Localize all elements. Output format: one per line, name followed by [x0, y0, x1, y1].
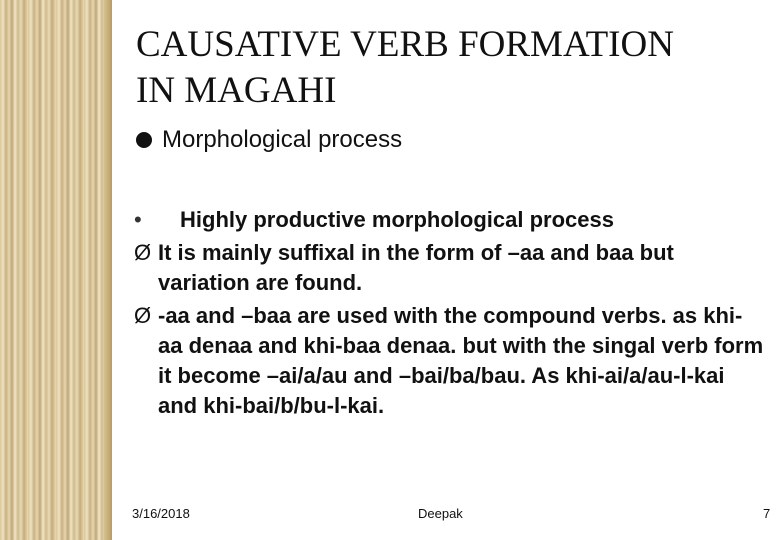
bullet-text: It is mainly suffixal in the form of –aa and baa but variation are found. [158, 240, 674, 295]
bullet-item-1 [134, 205, 764, 235]
level1-bullet [136, 126, 402, 154]
bullet-dot-icon [136, 132, 152, 148]
footer-author: Deepak [418, 506, 463, 521]
bullet-item-2 [134, 238, 764, 298]
bullet-item-3 [134, 301, 764, 421]
title-line-1: CAUSATIVE VERB FORMATION [136, 24, 674, 65]
decorative-border [0, 0, 112, 540]
arrow-marker-icon: Ø [134, 240, 152, 265]
title-line-2: IN MAGAHI [136, 70, 337, 111]
bullet-list [134, 205, 764, 424]
level1-bullet-text: Morphological process [162, 126, 403, 153]
footer-date: 3/16/2018 [132, 506, 190, 521]
bullet-marker-icon: • [134, 207, 142, 232]
bullet-text: -aa and –baa are used with the compound verbs. as khi-aa denaa and khi-baa denaa. but with the singal verb form it become –ai/a/au and –bai/ba/bau. As khi-ai/a/au-l-kai and khi-bai/b/bu-l-kai. [158, 303, 764, 418]
arrow-marker-icon: Ø [134, 303, 152, 328]
bullet-text: Highly productive morphological process [180, 207, 614, 232]
page-number: 7 [763, 506, 771, 521]
slide-title [136, 22, 756, 114]
